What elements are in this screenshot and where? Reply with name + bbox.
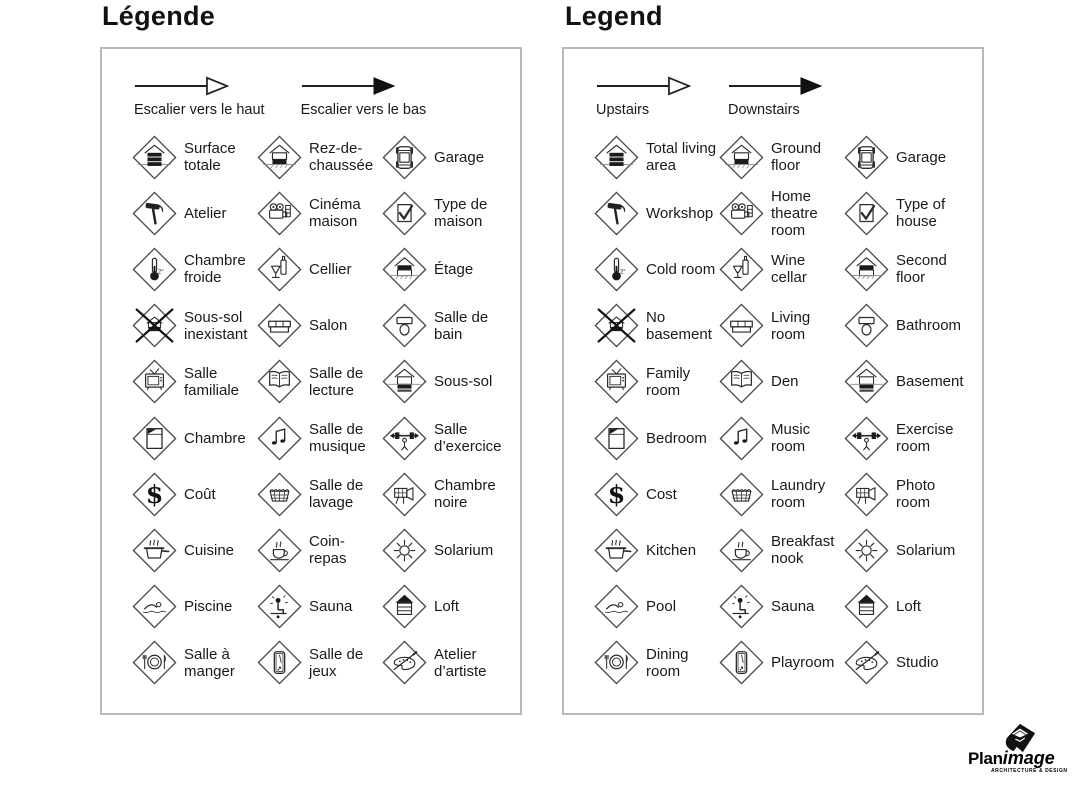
stairs-down-group: [728, 75, 824, 118]
barbell-icon: [382, 416, 427, 461]
hammer-icon: [132, 191, 177, 236]
legend-item: [844, 185, 969, 241]
legend-item: [257, 354, 382, 410]
house-total-icon: [132, 135, 177, 180]
legend-item-label: Solarium: [434, 541, 494, 559]
legend-item: [132, 241, 257, 297]
legend-item-label: Salle de musique: [309, 421, 366, 456]
legend-item: [594, 354, 719, 410]
legend-item: [257, 579, 382, 635]
house-basement-icon: [382, 359, 427, 404]
cup-icon: [257, 528, 302, 573]
arrow-label: Escalier vers le bas: [300, 102, 427, 118]
legend-item: [257, 298, 382, 354]
legend-item-label: Salle familiale: [184, 364, 240, 399]
legend-item: [132, 635, 257, 691]
legend-item: [382, 635, 507, 691]
notes-icon: [719, 416, 764, 461]
sofa-icon: [719, 303, 764, 348]
legend-item: [844, 354, 969, 410]
legend-item: [719, 185, 844, 241]
legend-item-label: Cost: [646, 485, 677, 503]
sauna-icon: [719, 584, 764, 629]
legend-grid: [132, 129, 507, 691]
barbell-icon: [844, 416, 889, 461]
legend-item: [594, 635, 719, 691]
legend-item-label: Loft: [434, 598, 460, 616]
camera-icon: [382, 472, 427, 517]
basket-icon: [257, 472, 302, 517]
legend-item: [382, 354, 507, 410]
legend-item: [719, 635, 844, 691]
legend-item-label: Rez-de-chaussée: [309, 140, 374, 175]
legend-item: [382, 410, 507, 466]
legend-item-label: Living room: [771, 308, 811, 343]
house-total-icon: [594, 135, 639, 180]
wine-icon: [719, 247, 764, 292]
legend-item: [382, 185, 507, 241]
swimmer-icon: [132, 584, 177, 629]
legend-item: [257, 635, 382, 691]
up-stairs-arrow-icon: [596, 75, 692, 97]
palette-icon: [382, 640, 427, 685]
legend-item: [594, 410, 719, 466]
legend-panel-french: [100, 47, 522, 715]
bed-icon: [132, 416, 177, 461]
legend-item-label: Garage: [896, 148, 947, 166]
legend-item-label: Garage: [434, 148, 485, 166]
legend-grid: [594, 129, 969, 691]
basket-icon: [719, 472, 764, 517]
thermometer-icon: [132, 247, 177, 292]
legend-item-label: Exercise room: [896, 421, 954, 456]
legend-item: [257, 522, 382, 578]
no-basement-icon: [132, 303, 177, 348]
legend-item: [594, 579, 719, 635]
legend-item-label: Home theatre room: [771, 187, 818, 239]
bed-icon: [594, 416, 639, 461]
legend-item: [382, 298, 507, 354]
sun-icon: [382, 528, 427, 573]
stair-arrows: [134, 75, 426, 118]
legend-item: [132, 579, 257, 635]
legend-item: [844, 579, 969, 635]
legend-item: [594, 241, 719, 297]
legend-item: [719, 354, 844, 410]
legend-item: [132, 298, 257, 354]
legend-item: [719, 410, 844, 466]
legend-panel-english: [562, 47, 984, 715]
legend-item-label: Chambre: [184, 429, 246, 447]
legend-item-label: Loft: [896, 598, 922, 616]
check-icon: [382, 191, 427, 236]
legend-item-label: No basement: [646, 308, 712, 343]
legend-item-label: Salle de lecture: [309, 364, 364, 399]
legend-item: [594, 185, 719, 241]
legend-item-label: Ground floor: [771, 140, 822, 175]
legend-item-label: Atelier d’artiste: [434, 645, 487, 680]
legend-item-label: Sous-sol inexistant: [184, 308, 248, 343]
logo-brand-bold: Plan: [968, 749, 1003, 768]
legend-item-label: Total living area: [646, 140, 717, 175]
legend-item-label: Kitchen: [646, 541, 697, 559]
legend-item: [132, 522, 257, 578]
legend-item: [594, 129, 719, 185]
legend-item: [594, 522, 719, 578]
legend-item-label: Coût: [184, 485, 216, 503]
legend-item-label: Dining room: [646, 645, 689, 680]
swimmer-icon: [594, 584, 639, 629]
legend-item-label: Type de maison: [434, 196, 488, 231]
legend-item-label: Cuisine: [184, 541, 235, 559]
plate-icon: [132, 640, 177, 685]
plate-icon: [594, 640, 639, 685]
legend-item-label: Cold room: [646, 260, 716, 278]
house-second-icon: [844, 247, 889, 292]
legend-item-label: Salle de jeux: [309, 645, 364, 680]
legend-item: [132, 354, 257, 410]
legend-item: [719, 129, 844, 185]
planimage-logo-text: [968, 748, 1055, 769]
planimage-logo: [968, 721, 1076, 781]
legend-item: [844, 129, 969, 185]
legend-item-label: Bathroom: [896, 317, 962, 335]
toilet-icon: [382, 303, 427, 348]
legend-item-label: Den: [771, 373, 799, 391]
legend-item-label: Sauna: [771, 598, 815, 616]
toilet-icon: [844, 303, 889, 348]
wine-icon: [257, 247, 302, 292]
tv-icon: [132, 359, 177, 404]
legend-item-label: Wine cellar: [771, 252, 807, 287]
legend-item: [844, 635, 969, 691]
legend-item-label: Type of house: [896, 196, 946, 231]
legend-item: [844, 466, 969, 522]
legend-item-label: Studio: [896, 654, 939, 672]
panel-title-french: Légende: [102, 1, 216, 31]
sauna-icon: [257, 584, 302, 629]
legend-item-label: Playroom: [771, 654, 835, 672]
legend-item-label: Salle d’exercice: [434, 421, 502, 456]
billiard-icon: [257, 640, 302, 685]
legend-item-label: Breakfast nook: [771, 533, 835, 568]
dollar-icon: [132, 472, 177, 517]
legend-item-label: Photo room: [896, 477, 936, 512]
legend-item-label: Family room: [646, 364, 691, 399]
legend-item-label: Cinéma maison: [309, 196, 361, 231]
stairs-up-group: [596, 75, 692, 118]
projector-icon: [719, 191, 764, 236]
legend-item: [257, 410, 382, 466]
legend-item-label: Salle de bain: [434, 308, 489, 343]
camera-icon: [844, 472, 889, 517]
arrow-label: Escalier vers le haut: [134, 102, 265, 118]
pot-icon: [594, 528, 639, 573]
hammer-icon: [594, 191, 639, 236]
sofa-icon: [257, 303, 302, 348]
car-icon: [844, 135, 889, 180]
legend-item-label: Second floor: [896, 252, 947, 287]
stairs-down-group: [301, 75, 427, 118]
legend-item-label: Atelier: [184, 204, 227, 222]
legend-item: [257, 466, 382, 522]
legend-item: [844, 298, 969, 354]
logo-brand-italic: image: [1002, 748, 1055, 768]
house-ground-icon: [257, 135, 302, 180]
thermometer-icon: [594, 247, 639, 292]
legend-item: [382, 522, 507, 578]
legend-item-label: Workshop: [646, 204, 714, 222]
legend-item-label: Basement: [896, 373, 964, 391]
car-icon: [382, 135, 427, 180]
legend-item: [132, 466, 257, 522]
legend-item: [132, 129, 257, 185]
legend-item-label: Piscine: [184, 598, 233, 616]
house-ground-icon: [719, 135, 764, 180]
legend-item-label: Salle à manger: [184, 645, 235, 680]
sun-icon: [844, 528, 889, 573]
tv-icon: [594, 359, 639, 404]
legend-item-label: Pool: [646, 598, 677, 616]
arrow-label: Downstairs: [728, 102, 800, 118]
legend-item: [844, 410, 969, 466]
house-basement-icon: [844, 359, 889, 404]
notes-icon: [257, 416, 302, 461]
legend-item: [844, 241, 969, 297]
legend-item: [382, 241, 507, 297]
legend-item-label: Chambre froide: [184, 252, 246, 287]
down-stairs-arrow-icon: [728, 75, 824, 97]
legend-item-label: Coin-repas: [309, 533, 347, 568]
legend-item: [257, 185, 382, 241]
projector-icon: [257, 191, 302, 236]
legend-item: [132, 410, 257, 466]
legend-item-label: Salon: [309, 317, 348, 335]
legend-item: [844, 522, 969, 578]
legend-item: [382, 579, 507, 635]
legend-item-label: Solarium: [896, 541, 956, 559]
dollar-icon: [594, 472, 639, 517]
pot-icon: [132, 528, 177, 573]
legend-item-label: Surface totale: [184, 140, 236, 175]
legend-item: [132, 185, 257, 241]
check-icon: [844, 191, 889, 236]
legend-item: [719, 579, 844, 635]
stairs-up-group: [134, 75, 265, 118]
no-basement-icon: [594, 303, 639, 348]
down-stairs-arrow-icon: [301, 75, 397, 97]
book-icon: [257, 359, 302, 404]
legend-item: [594, 298, 719, 354]
loft-icon: [844, 584, 889, 629]
legend-item: [257, 129, 382, 185]
legend-item: [382, 129, 507, 185]
legend-item: [719, 522, 844, 578]
loft-icon: [382, 584, 427, 629]
legend-item-label: Bedroom: [646, 429, 707, 447]
book-icon: [719, 359, 764, 404]
house-second-icon: [382, 247, 427, 292]
legend-item-label: Chambre noire: [434, 477, 496, 512]
logo-tagline: ARCHITECTURE & DESIGN: [991, 768, 1068, 774]
legend-item-label: Étage: [434, 260, 474, 278]
stair-arrows: [596, 75, 824, 118]
up-stairs-arrow-icon: [134, 75, 230, 97]
legend-item: [719, 241, 844, 297]
legend-item-label: Cellier: [309, 260, 352, 278]
legend-item: [594, 466, 719, 522]
palette-icon: [844, 640, 889, 685]
legend-item-label: Salle de lavage: [309, 477, 364, 512]
billiard-icon: [719, 640, 764, 685]
legend-item-label: Sauna: [309, 598, 353, 616]
legend-item: [257, 241, 382, 297]
legend-item: [382, 466, 507, 522]
legend-item: [719, 466, 844, 522]
panel-title-english: Legend: [565, 1, 663, 31]
legend-item: [719, 298, 844, 354]
cup-icon: [719, 528, 764, 573]
arrow-label: Upstairs: [596, 102, 650, 118]
legend-item-label: Sous-sol: [434, 373, 493, 391]
legend-item-label: Music room: [771, 421, 811, 456]
legend-item-label: Laundry room: [771, 477, 826, 512]
